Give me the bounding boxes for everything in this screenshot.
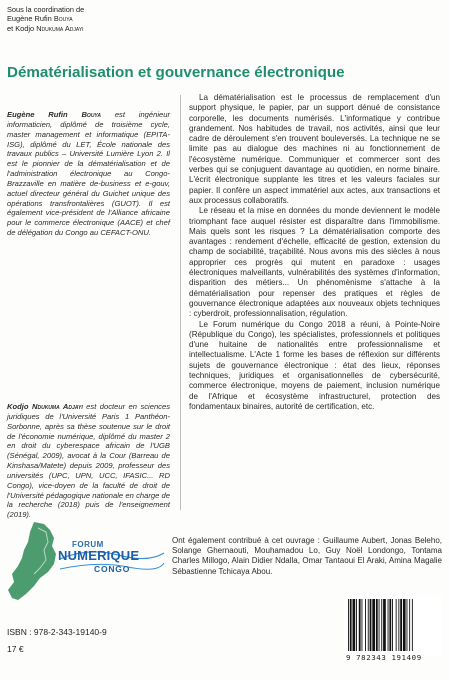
barcode-bar bbox=[365, 599, 366, 651]
barcode-bar bbox=[359, 599, 361, 651]
logo-forum: FORUM bbox=[72, 540, 104, 549]
barcode-bar bbox=[379, 599, 380, 651]
editor-1-first: Eugène Rufin bbox=[7, 14, 54, 24]
editor-conjunction: et bbox=[7, 23, 16, 33]
isbn: ISBN : 978-2-343-19140-9 bbox=[7, 627, 107, 637]
barcode-bar bbox=[396, 599, 397, 651]
barcode-bar bbox=[392, 599, 393, 651]
barcode-bar bbox=[381, 599, 382, 651]
author-bio-2 bbox=[7, 402, 170, 520]
editors-block bbox=[7, 5, 207, 33]
barcode-bar bbox=[372, 599, 375, 651]
barcode-bar bbox=[376, 599, 378, 651]
editor-2 bbox=[7, 24, 207, 33]
barcode-bar bbox=[368, 599, 369, 651]
barcode-bar bbox=[353, 599, 356, 651]
barcode-bar bbox=[403, 599, 406, 651]
barcode-number: 9 782343 191409 bbox=[346, 653, 422, 662]
paragraph-1: La dématérialisation est le processus de remplacement d'un support physique, le papier, par un support dénué de consistance corporelle, les documents numérisés. L'informatique y contribue grandement. Nos habitudes de travail, nos activités, ainsi que leur cadre de déroulement s'en trouvent bouleversés. La technique ne se limite pas au dialogue des machines ni au fonctionnement de l'écosystème numérique. Communiquer et commercer sont des verbes qui se conjuguent davantage au quotidien, en norme binaire. L'écrit électronique supplante les titres et les valeurs faciales sur papier. Il confère un aspect immatériel aux actes, aux transactions et aux processus collaboratifs. bbox=[189, 93, 440, 205]
paragraph-2: Le réseau et la mise en données du monde deviennent le modèle triomphant face auquel résister est disparaître dans l'immobilisme. Mais quels sont les risques ? La dématérialisation comporte des avantages : rendement d'échelle, efficacité de gestion, extension du champ de sociabilité, traçabilité. Nous avons mis des siècles à nous approprier ces progrès qui mutent en paradoxe : usages électroniques malveillants, vulnérabilités des systèmes d'information, disparition des métiers... Un phénomènisme s'attache à la dématérialisation pour repenser des pratiques et règles de gouvernance électronique adaptées aux nouveaux objets techniques : cyberdroit, professionnalisation, régulation. bbox=[189, 206, 440, 319]
author-1-text: est ingénieur informaticien, diplômé de troisième cycle, master management et informatique (EPITA-ISG), diplômé du LET, École nationale des travaux publics – Université Lumière Lyon 2. Il est le pionnier de la dématérialisation et de l'administration électronique au Congo-Brazzaville en matière de-business et e-gouv, actuel directeur général du Guichet unique des opérations transfrontalières (GUOT). Il est également vice-président de l'Alliance africaine pour le commerce électronique (AACE) et chef de délégation du Congo au CEFACT-ONU. bbox=[7, 110, 170, 238]
barcode-bar bbox=[356, 599, 357, 651]
barcode-bar bbox=[348, 599, 349, 651]
barcode-bar bbox=[398, 599, 399, 651]
editor-1-last: Bouya bbox=[53, 14, 73, 24]
barcode-bar bbox=[389, 599, 391, 651]
back-cover-text bbox=[189, 93, 440, 412]
barcode-bar bbox=[388, 599, 389, 651]
book-title: Dématérialisation et gouvernance électronique bbox=[7, 64, 345, 81]
author-2-surname: Ndukuma Adjayi bbox=[31, 402, 83, 411]
logo-numerique: NUMERIQUE bbox=[58, 548, 140, 563]
barcode-bar bbox=[412, 599, 413, 651]
barcode-bar bbox=[407, 599, 408, 651]
author-2-name: Kodjo bbox=[7, 402, 29, 411]
editor-2-first: Kodjo bbox=[15, 23, 37, 33]
logo-congo: CONGO bbox=[94, 564, 131, 574]
barcode-bar bbox=[400, 599, 402, 651]
author-1-surname: Bouya bbox=[81, 110, 102, 119]
barcode-bar bbox=[409, 599, 410, 651]
author-2-text: est docteur en sciences juridiques de l'Université Paris 1 Panthéon-Sorbonne, après sa thèse soutenue sur le droit de l'économie numérique, diplômé du master 2 en droit du cyberespace africain de l'UGB (Sénégal, 2009), avocat à la Cour (Barreau de Kinshasa/Matete) depuis 2009, professeur des universités (UPC, UPN, UCC, IFASIC... RD Congo), vice-doyen de la faculté de droit de l'Université pédagogique nationale en charge de la recherche (2018) puis de l'enseignement (2019). bbox=[7, 402, 171, 520]
forum-numerique-logo bbox=[58, 540, 168, 582]
editor-2-last: Ndukuma Adjayi bbox=[36, 23, 84, 33]
barcode-bar bbox=[350, 599, 352, 651]
price: 17 € bbox=[7, 644, 24, 654]
author-1-name: Eugène Rufin bbox=[7, 110, 68, 119]
barcode-bar bbox=[362, 599, 363, 651]
author-bio-1 bbox=[7, 110, 170, 238]
column-divider bbox=[180, 95, 181, 510]
paragraph-3: Le Forum numérique du Congo 2018 a réuni, à Pointe-Noire (République du Congo), les spécialistes, professionnels et politiques d'une huitaine de nationalités entre professionnalisme et intellectualisme. L'Acte 1 forme les bases de réflexion sur différents sujets de gouvernance électronique : état des lieux, réponses techniques, juridiques et organisationnelles de cybersécurité, commerce électronique, moyens de paiement, inclusion numérique de l'Afrique et écosystème infrastructurel, protection des fondamentaux binaires, autorité de certification, etc. bbox=[189, 319, 440, 411]
editor-1 bbox=[7, 14, 207, 23]
barcode-bar bbox=[370, 599, 372, 651]
congo-map-icon bbox=[4, 520, 62, 604]
barcode-bar bbox=[383, 599, 386, 651]
barcode-icon bbox=[344, 596, 442, 656]
editors-intro: Sous la coordination de bbox=[7, 5, 85, 14]
contributors: Ont également contribué à cet ouvrage : Guillaume Aubert, Jonas Beleho, Solange Ghernaouti, Mouhamadou Lo, Guy Noël Londongo, Tontama Charles Millogo, Alain Didier Ndalla, Omar Tantaoui El Araki, Amina Magalie Sébastienne Tchicaya Abou. bbox=[172, 536, 442, 576]
